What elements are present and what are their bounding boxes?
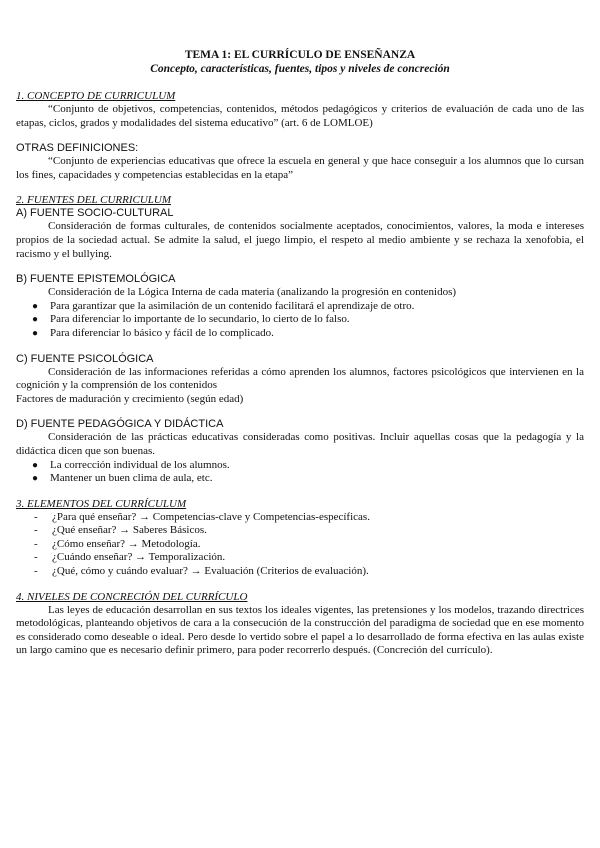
source-d-list	[16, 459, 584, 486]
other-definitions-title: OTRAS DEFINICIONES:	[16, 142, 139, 155]
dash-icon: -	[34, 524, 38, 537]
section-4-title: 4. NIVELES DE CONCRECIÓN DEL CURRÍCULO	[16, 590, 248, 603]
bullet-icon: ●	[32, 473, 39, 485]
list-item: ● La corrección individual de los alumnos.	[32, 458, 230, 471]
section-3-title: 3. ELEMENTOS DEL CURRÍCULUM	[16, 497, 187, 510]
source-d-title: D) FUENTE PEDAGÓGICA Y DIDÁCTICA	[16, 418, 224, 431]
dash-icon: -	[34, 551, 38, 564]
section-2-title: 2. FUENTES DEL CURRICULUM	[16, 194, 172, 207]
other-definition-text: “Conjunto de experiencias educativas que ofrece la escuela en general y que hace conseguir a los alumnos que lo cursan los fines, capacidades y competencias establecidas en la etapa”	[16, 155, 584, 181]
list-item: ● Mantener un buen clima de aula, etc.	[32, 472, 213, 485]
section-1-definition: “Conjunto de objetivos, competencias, contenidos, métodos pedagógicos y criterios de evaluación de cada uno de las etapas, ciclos, grados y modalidades del sistema educativo” (art. 6 de LOMLOE)	[16, 103, 584, 129]
list-item: - ¿Cómo enseñar? → Metodología.	[34, 537, 201, 550]
bullet-icon: ●	[32, 327, 39, 339]
section-4-text: Las leyes de educación desarrollan en sus textos los ideales vigentes, las pretensiones y los modelos, trazando directrices metodológicas, planteando objetivos de cara a la consecución de la construcción del paradigma de sociedad que en ese momento es considerado como deseable o ideal. Pero desde lo vertido sobre el papel a lo desarrollado de forma efectiva en las aulas existe un largo camino que es necesario definir primero, para poder recorrerlo después. (Concreción del currículo).	[16, 603, 584, 657]
page-title: TEMA 1: EL CURRÍCULO DE ENSEÑANZA	[184, 49, 416, 61]
source-c-extra: Factores de maduración y crecimiento (según edad)	[16, 392, 244, 405]
source-c-text: Consideración de las informaciones referidas a cómo aprenden los alumnos, factores psicológicos que intervienen en la cognición y la comprensión de los contenidos	[16, 365, 584, 392]
bullet-icon: ●	[32, 459, 39, 471]
list-item: - ¿Qué, cómo y cuándo evaluar? → Evaluación (Criterios de evaluación).	[34, 565, 369, 578]
list-item: - ¿Qué enseñar? → Saberes Básicos.	[34, 524, 207, 537]
page-subtitle: Concepto, características, fuentes, tipos y niveles de concreción	[150, 63, 450, 75]
source-d-text: Consideración de las prácticas educativas consideradas como positivas. Incluir aquellas cosas que la pedagogía y la didáctica dicen que son buenas.	[16, 431, 584, 457]
list-item: - ¿Cuándo enseñar? → Temporalización.	[34, 551, 226, 564]
source-a-text: Consideración de formas culturales, de contenidos socialmente aceptados, conocimientos, valores, la moda e intereses propios de la sociedad actual. Se admite la salud, el juego limpio, el respeto al medio ambiente y se rechaza la xenofobia, el racismo y el bullying.	[16, 220, 584, 260]
list-item: ● Para garantizar que la asimilación de un contenido facilitará el aprendizaje de otro.	[32, 299, 415, 312]
list-item: ● Para diferenciar lo importante de lo secundario, lo cierto de lo falso.	[32, 313, 350, 326]
list-item: ● Para diferenciar lo básico y fácil de lo complicado.	[32, 326, 274, 339]
source-b-list	[16, 300, 584, 341]
section-1-title: 1. CONCEPTO DE CURRICULUM	[16, 90, 176, 102]
dash-icon: -	[34, 537, 38, 550]
source-c-title: C) FUENTE PSICOLÓGICA	[16, 352, 154, 365]
bullet-icon: ●	[32, 300, 39, 312]
list-item: - ¿Para qué enseñar? → Competencias-clave y Competencias-específicas.	[34, 510, 370, 523]
document-page	[16, 48, 584, 658]
dash-icon: -	[34, 565, 38, 578]
source-a-title: A) FUENTE SOCIO-CULTURAL	[16, 207, 174, 220]
source-b-title: B) FUENTE EPISTEMOLÓGICA	[16, 273, 176, 286]
dash-icon: -	[34, 510, 38, 523]
bullet-icon: ●	[32, 314, 39, 326]
source-b-text: Consideración de la Lógica Interna de cada materia (analizando la progresión en contenidos)	[48, 286, 457, 299]
elements-list	[16, 511, 584, 579]
